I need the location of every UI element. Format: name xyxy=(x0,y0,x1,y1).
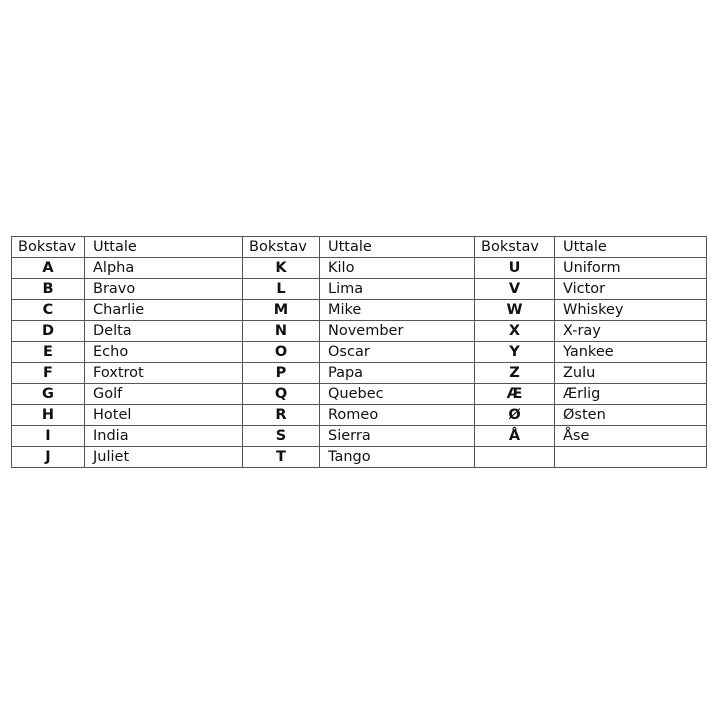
pronunciation-cell: Papa xyxy=(320,363,475,384)
header-letter: Bokstav xyxy=(12,237,85,258)
table-row xyxy=(12,447,707,468)
pronunciation-cell xyxy=(555,447,707,468)
pronunciation-cell: Ærlig xyxy=(555,384,707,405)
pronunciation-cell: Charlie xyxy=(85,300,243,321)
table-row xyxy=(12,426,707,447)
pronunciation-cell: Golf xyxy=(85,384,243,405)
table-row xyxy=(12,258,707,279)
letter-cell xyxy=(475,447,555,468)
letter-cell: D xyxy=(12,321,85,342)
letter-cell: Y xyxy=(475,342,555,363)
header-pronunciation: Uttale xyxy=(320,237,475,258)
pronunciation-cell: X-ray xyxy=(555,321,707,342)
pronunciation-cell: Hotel xyxy=(85,405,243,426)
table-row xyxy=(12,384,707,405)
table-row xyxy=(12,279,707,300)
letter-cell: C xyxy=(12,300,85,321)
table-header-row xyxy=(12,237,707,258)
pronunciation-cell: Mike xyxy=(320,300,475,321)
letter-cell: M xyxy=(243,300,320,321)
letter-cell: Æ xyxy=(475,384,555,405)
letter-cell: N xyxy=(243,321,320,342)
pronunciation-cell: Åse xyxy=(555,426,707,447)
letter-cell: W xyxy=(475,300,555,321)
letter-cell: G xyxy=(12,384,85,405)
letter-cell: L xyxy=(243,279,320,300)
letter-cell: E xyxy=(12,342,85,363)
pronunciation-cell: Østen xyxy=(555,405,707,426)
letter-cell: T xyxy=(243,447,320,468)
pronunciation-cell: Kilo xyxy=(320,258,475,279)
letter-cell: Z xyxy=(475,363,555,384)
table-row xyxy=(12,321,707,342)
pronunciation-cell: Bravo xyxy=(85,279,243,300)
table-row xyxy=(12,300,707,321)
table-row xyxy=(12,405,707,426)
letter-cell: U xyxy=(475,258,555,279)
letter-cell: X xyxy=(475,321,555,342)
letter-cell: J xyxy=(12,447,85,468)
pronunciation-cell: Oscar xyxy=(320,342,475,363)
letter-cell: I xyxy=(12,426,85,447)
letter-cell: R xyxy=(243,405,320,426)
letter-cell: O xyxy=(243,342,320,363)
pronunciation-cell: Tango xyxy=(320,447,475,468)
pronunciation-cell: Alpha xyxy=(85,258,243,279)
letter-cell: S xyxy=(243,426,320,447)
letter-cell: Å xyxy=(475,426,555,447)
letter-cell: H xyxy=(12,405,85,426)
letter-cell: K xyxy=(243,258,320,279)
table-row xyxy=(12,363,707,384)
letter-cell: Q xyxy=(243,384,320,405)
phonetic-alphabet-table xyxy=(11,236,707,468)
letter-cell: A xyxy=(12,258,85,279)
pronunciation-cell: Delta xyxy=(85,321,243,342)
letter-cell: Ø xyxy=(475,405,555,426)
pronunciation-cell: Foxtrot xyxy=(85,363,243,384)
table-row xyxy=(12,342,707,363)
pronunciation-cell: Romeo xyxy=(320,405,475,426)
pronunciation-cell: Uniform xyxy=(555,258,707,279)
letter-cell: V xyxy=(475,279,555,300)
letter-cell: B xyxy=(12,279,85,300)
header-letter: Bokstav xyxy=(475,237,555,258)
pronunciation-cell: Zulu xyxy=(555,363,707,384)
header-letter: Bokstav xyxy=(243,237,320,258)
pronunciation-cell: Quebec xyxy=(320,384,475,405)
letter-cell: F xyxy=(12,363,85,384)
pronunciation-cell: Yankee xyxy=(555,342,707,363)
pronunciation-cell: Echo xyxy=(85,342,243,363)
pronunciation-cell: Whiskey xyxy=(555,300,707,321)
pronunciation-cell: India xyxy=(85,426,243,447)
pronunciation-cell: Victor xyxy=(555,279,707,300)
pronunciation-cell: Sierra xyxy=(320,426,475,447)
header-pronunciation: Uttale xyxy=(555,237,707,258)
header-pronunciation: Uttale xyxy=(85,237,243,258)
pronunciation-cell: November xyxy=(320,321,475,342)
letter-cell: P xyxy=(243,363,320,384)
pronunciation-cell: Lima xyxy=(320,279,475,300)
pronunciation-cell: Juliet xyxy=(85,447,243,468)
